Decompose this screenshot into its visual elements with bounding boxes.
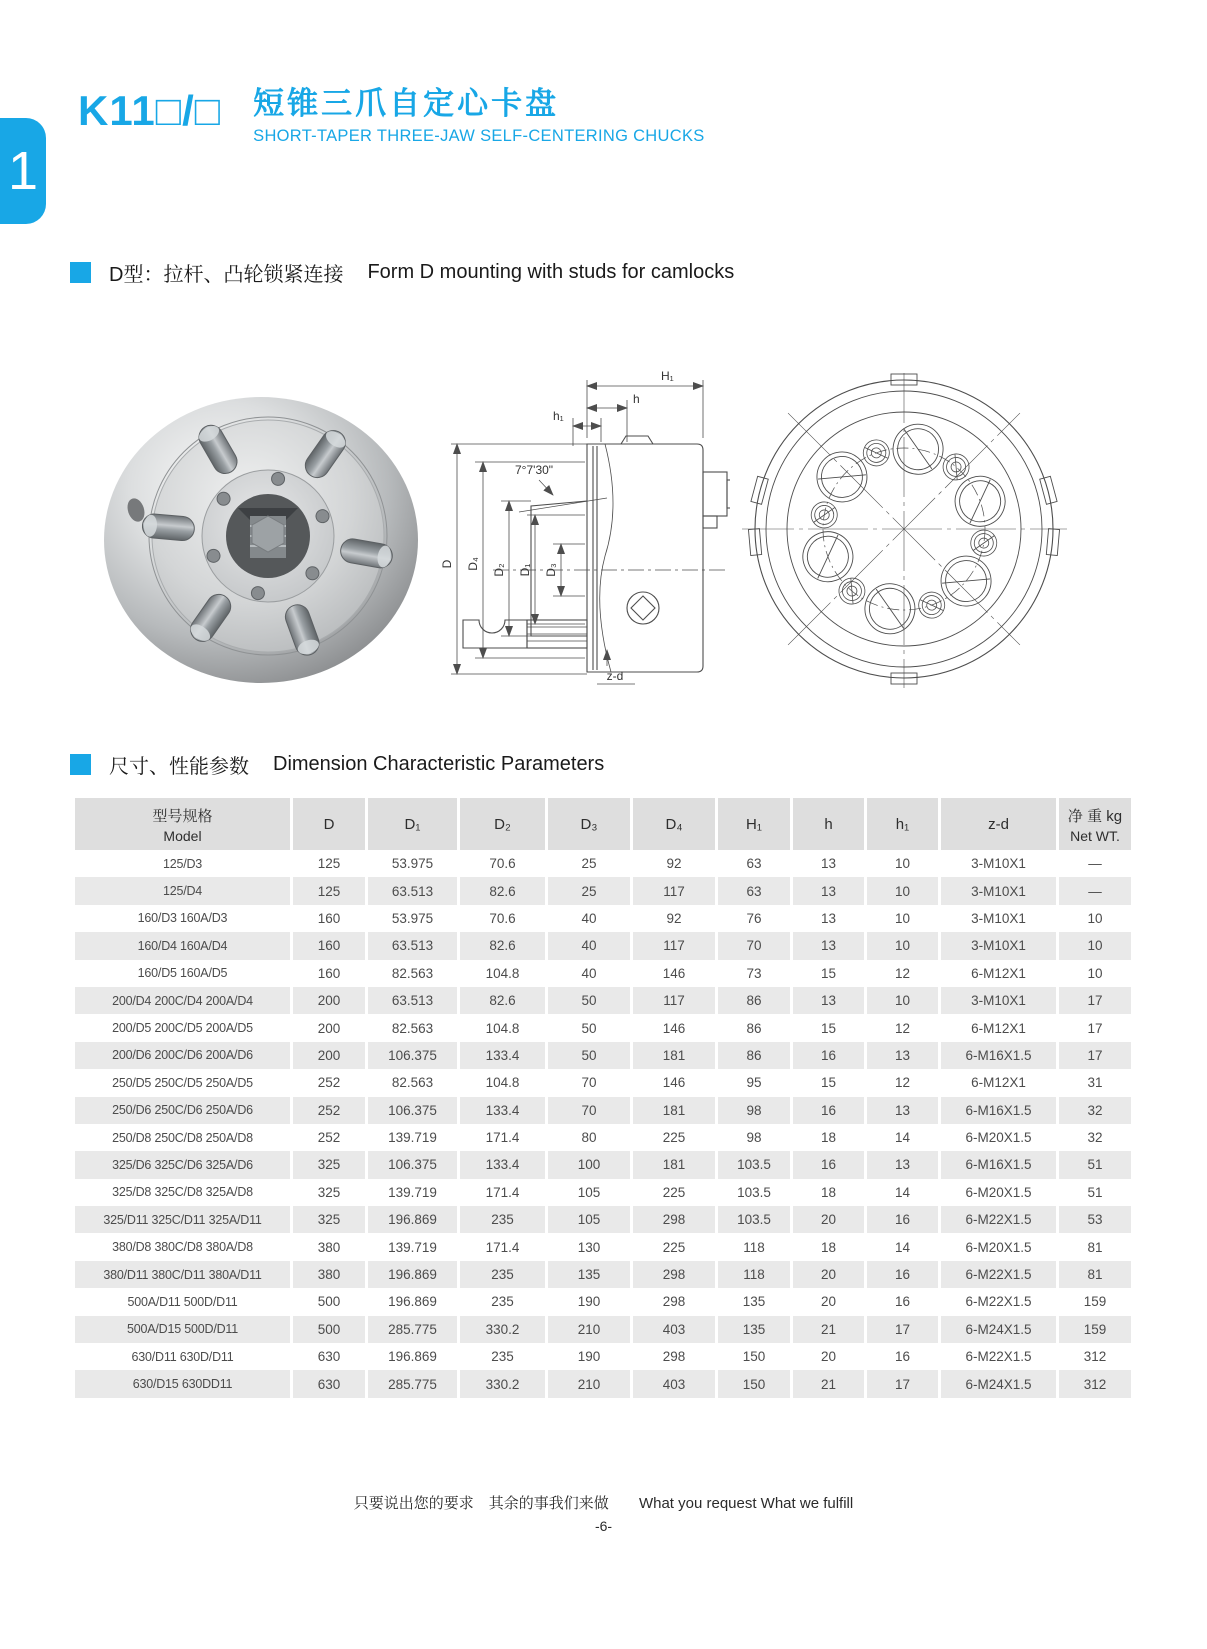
- value-cell: 235: [457, 1288, 545, 1315]
- value-cell: 18: [790, 1124, 864, 1151]
- value-cell: 133.4: [457, 1042, 545, 1069]
- table-row: [75, 1014, 1131, 1041]
- table-row: [75, 850, 1131, 877]
- table-row: [75, 1124, 1131, 1151]
- value-cell: 6-M20X1.5: [938, 1124, 1056, 1151]
- value-cell: 325: [290, 1206, 365, 1233]
- table-row: [75, 1069, 1131, 1096]
- value-cell: 13: [790, 877, 864, 904]
- value-cell: 160: [290, 905, 365, 932]
- model-cell: 500A/D15 500D/D11: [75, 1316, 290, 1343]
- model-cell: 380/D11 380C/D11 380A/D11: [75, 1261, 290, 1288]
- value-cell: 403: [630, 1370, 715, 1397]
- model-cell: 325/D8 325C/D8 325A/D8: [75, 1179, 290, 1206]
- section-bullet-icon: [70, 262, 91, 283]
- value-cell: 160: [290, 960, 365, 987]
- model-code: K11□/□: [78, 87, 222, 134]
- value-cell: 6-M12X1: [938, 1014, 1056, 1041]
- value-cell: 14: [864, 1233, 938, 1260]
- value-cell: 380: [290, 1233, 365, 1260]
- value-cell: 16: [864, 1206, 938, 1233]
- model-cell: 160/D5 160A/D5: [75, 960, 290, 987]
- value-cell: 10: [864, 877, 938, 904]
- value-cell: 225: [630, 1179, 715, 1206]
- value-cell: 6-M24X1.5: [938, 1370, 1056, 1397]
- section-form-d-label-en: Form D mounting with studs for camlocks: [367, 261, 735, 283]
- column-header-model: 型号规格 Model: [75, 798, 290, 850]
- value-cell: 117: [630, 877, 715, 904]
- value-cell: 130: [545, 1233, 630, 1260]
- value-cell: 225: [630, 1124, 715, 1151]
- value-cell: 14: [864, 1179, 938, 1206]
- page-header: [78, 88, 705, 146]
- value-cell: 63: [715, 877, 790, 904]
- value-cell: 403: [630, 1316, 715, 1343]
- dim-label-D4: D₄: [466, 557, 480, 571]
- value-cell: 630: [290, 1370, 365, 1397]
- value-cell: 16: [790, 1097, 864, 1124]
- value-cell: 139.719: [365, 1233, 457, 1260]
- value-cell: 86: [715, 987, 790, 1014]
- value-cell: 3-M10X1: [938, 877, 1056, 904]
- value-cell: 40: [545, 932, 630, 959]
- value-cell: 76: [715, 905, 790, 932]
- value-cell: 117: [630, 987, 715, 1014]
- value-cell: 325: [290, 1151, 365, 1178]
- page-title-cn: 短锥三爪自定心卡盘: [253, 86, 560, 121]
- value-cell: 500: [290, 1316, 365, 1343]
- value-cell: 225: [630, 1233, 715, 1260]
- model-cell: 250/D8 250C/D8 250A/D8: [75, 1124, 290, 1151]
- value-cell: 70: [545, 1097, 630, 1124]
- value-cell: 325: [290, 1179, 365, 1206]
- value-cell: 82.563: [365, 1069, 457, 1096]
- value-cell: 13: [790, 932, 864, 959]
- value-cell: 15: [790, 1014, 864, 1041]
- value-cell: 10: [864, 932, 938, 959]
- value-cell: 330.2: [457, 1316, 545, 1343]
- dim-label-h: h: [633, 392, 640, 406]
- value-cell: 133.4: [457, 1151, 545, 1178]
- value-cell: 10: [1056, 905, 1131, 932]
- page-title-en: SHORT-TAPER THREE-JAW SELF-CENTERING CHUCKS: [253, 126, 705, 145]
- value-cell: 105: [545, 1206, 630, 1233]
- value-cell: 135: [715, 1316, 790, 1343]
- value-cell: 3-M10X1: [938, 905, 1056, 932]
- dim-label-D2: D₂: [492, 563, 506, 577]
- value-cell: 53.975: [365, 905, 457, 932]
- value-cell: 6-M12X1: [938, 960, 1056, 987]
- value-cell: 15: [790, 960, 864, 987]
- value-cell: 50: [545, 1042, 630, 1069]
- value-cell: 105: [545, 1179, 630, 1206]
- footer-slogan-cn: 只要说出您的要求 其余的事我们来做: [353, 1495, 609, 1512]
- value-cell: 6-M16X1.5: [938, 1097, 1056, 1124]
- value-cell: 95: [715, 1069, 790, 1096]
- table-row: [75, 1370, 1131, 1397]
- value-cell: 104.8: [457, 960, 545, 987]
- table-row: [75, 1233, 1131, 1260]
- table-row: [75, 932, 1131, 959]
- value-cell: 82.563: [365, 1014, 457, 1041]
- value-cell: 210: [545, 1316, 630, 1343]
- value-cell: 40: [545, 905, 630, 932]
- value-cell: 80: [545, 1124, 630, 1151]
- value-cell: 181: [630, 1042, 715, 1069]
- column-header-h1: h₁: [864, 798, 938, 850]
- value-cell: 20: [790, 1343, 864, 1370]
- section-form-d-label-cn: D型：拉杆、凸轮锁紧连接: [109, 264, 344, 286]
- value-cell: 63.513: [365, 932, 457, 959]
- value-cell: 21: [790, 1316, 864, 1343]
- column-header-zd: z-d: [938, 798, 1056, 850]
- dim-label-D1: D₁: [518, 563, 532, 577]
- value-cell: 63.513: [365, 877, 457, 904]
- model-cell: 160/D4 160A/D4: [75, 932, 290, 959]
- value-cell: 13: [864, 1097, 938, 1124]
- value-cell: 12: [864, 960, 938, 987]
- value-cell: 196.869: [365, 1288, 457, 1315]
- value-cell: 98: [715, 1097, 790, 1124]
- table-row: [75, 1261, 1131, 1288]
- table-row: [75, 1316, 1131, 1343]
- value-cell: 13: [790, 850, 864, 877]
- value-cell: 103.5: [715, 1179, 790, 1206]
- value-cell: 235: [457, 1343, 545, 1370]
- value-cell: 196.869: [365, 1261, 457, 1288]
- value-cell: 13: [790, 987, 864, 1014]
- value-cell: 150: [715, 1370, 790, 1397]
- table-row: [75, 987, 1131, 1014]
- value-cell: —: [1056, 850, 1131, 877]
- model-cell: 325/D11 325C/D11 325A/D11: [75, 1206, 290, 1233]
- value-cell: 190: [545, 1343, 630, 1370]
- value-cell: 6-M22X1.5: [938, 1206, 1056, 1233]
- value-cell: 104.8: [457, 1014, 545, 1041]
- model-cell: 325/D6 325C/D6 325A/D6: [75, 1151, 290, 1178]
- dimension-table: [75, 798, 1131, 1398]
- dim-label-zd: z-d: [606, 669, 624, 683]
- value-cell: 82.6: [457, 987, 545, 1014]
- value-cell: 17: [864, 1316, 938, 1343]
- value-cell: 106.375: [365, 1042, 457, 1069]
- value-cell: 3-M10X1: [938, 850, 1056, 877]
- dimension-table-body: [75, 850, 1131, 1398]
- model-cell: 500A/D11 500D/D11: [75, 1288, 290, 1315]
- value-cell: 196.869: [365, 1206, 457, 1233]
- model-cell: 630/D15 630DD11: [75, 1370, 290, 1397]
- value-cell: 125: [290, 850, 365, 877]
- value-cell: 298: [630, 1261, 715, 1288]
- value-cell: 12: [864, 1069, 938, 1096]
- section-dimensions: [70, 750, 604, 779]
- dim-label-D3: D₃: [544, 563, 558, 577]
- table-header-row: [75, 798, 1131, 850]
- value-cell: 17: [1056, 1014, 1131, 1041]
- column-header-D2: D₂: [457, 798, 545, 850]
- rear-view-drawing: [742, 373, 1067, 693]
- value-cell: 330.2: [457, 1370, 545, 1397]
- value-cell: 10: [1056, 960, 1131, 987]
- value-cell: 190: [545, 1288, 630, 1315]
- value-cell: 150: [715, 1343, 790, 1370]
- value-cell: 86: [715, 1042, 790, 1069]
- value-cell: 235: [457, 1206, 545, 1233]
- value-cell: 98: [715, 1124, 790, 1151]
- value-cell: 160: [290, 932, 365, 959]
- table-row: [75, 960, 1131, 987]
- value-cell: 50: [545, 1014, 630, 1041]
- cross-section-drawing: [435, 352, 730, 697]
- value-cell: 92: [630, 850, 715, 877]
- footer-slogan: [0, 1492, 1207, 1513]
- model-cell: 200/D6 200C/D6 200A/D6: [75, 1042, 290, 1069]
- value-cell: 82.563: [365, 960, 457, 987]
- value-cell: 70.6: [457, 905, 545, 932]
- value-cell: 40: [545, 960, 630, 987]
- value-cell: 133.4: [457, 1097, 545, 1124]
- value-cell: 146: [630, 1069, 715, 1096]
- chapter-tab: [0, 118, 46, 224]
- model-cell: 125/D3: [75, 850, 290, 877]
- value-cell: 298: [630, 1206, 715, 1233]
- value-cell: 3-M10X1: [938, 932, 1056, 959]
- value-cell: 31: [1056, 1069, 1131, 1096]
- value-cell: 6-M22X1.5: [938, 1261, 1056, 1288]
- chapter-number: 1: [7, 141, 39, 201]
- value-cell: 500: [290, 1288, 365, 1315]
- value-cell: 3-M10X1: [938, 987, 1056, 1014]
- model-cell: 630/D11 630D/D11: [75, 1343, 290, 1370]
- model-cell: 250/D6 250C/D6 250A/D6: [75, 1097, 290, 1124]
- value-cell: 16: [864, 1261, 938, 1288]
- table-row: [75, 877, 1131, 904]
- section-form-d: [70, 258, 734, 287]
- value-cell: 196.869: [365, 1343, 457, 1370]
- value-cell: 6-M20X1.5: [938, 1179, 1056, 1206]
- value-cell: 16: [790, 1151, 864, 1178]
- value-cell: 16: [790, 1042, 864, 1069]
- value-cell: 103.5: [715, 1151, 790, 1178]
- table-row: [75, 1151, 1131, 1178]
- value-cell: 285.775: [365, 1316, 457, 1343]
- column-header-D: D: [290, 798, 365, 850]
- value-cell: 81: [1056, 1261, 1131, 1288]
- value-cell: 103.5: [715, 1206, 790, 1233]
- value-cell: 298: [630, 1288, 715, 1315]
- column-header-D4: D₄: [630, 798, 715, 850]
- table-row: [75, 1206, 1131, 1233]
- footer-slogan-en: What you request What we fulfill: [638, 1495, 854, 1512]
- page-number: -6-: [594, 1518, 613, 1534]
- value-cell: 159: [1056, 1288, 1131, 1315]
- section-bullet-icon: [70, 754, 91, 775]
- value-cell: 181: [630, 1097, 715, 1124]
- value-cell: 10: [864, 850, 938, 877]
- value-cell: 380: [290, 1261, 365, 1288]
- value-cell: 118: [715, 1233, 790, 1260]
- value-cell: 53.975: [365, 850, 457, 877]
- title-block: [253, 88, 704, 146]
- value-cell: 285.775: [365, 1370, 457, 1397]
- value-cell: 50: [545, 987, 630, 1014]
- value-cell: 171.4: [457, 1124, 545, 1151]
- value-cell: 252: [290, 1124, 365, 1151]
- value-cell: 312: [1056, 1343, 1131, 1370]
- value-cell: 10: [864, 987, 938, 1014]
- value-cell: 6-M16X1.5: [938, 1042, 1056, 1069]
- value-cell: 252: [290, 1097, 365, 1124]
- section-dimensions-label-cn: 尺寸、性能参数: [109, 756, 249, 778]
- value-cell: 6-M22X1.5: [938, 1343, 1056, 1370]
- value-cell: 298: [630, 1343, 715, 1370]
- value-cell: 171.4: [457, 1179, 545, 1206]
- value-cell: 106.375: [365, 1097, 457, 1124]
- value-cell: 63.513: [365, 987, 457, 1014]
- value-cell: 32: [1056, 1097, 1131, 1124]
- value-cell: 235: [457, 1261, 545, 1288]
- value-cell: 32: [1056, 1124, 1131, 1151]
- value-cell: 146: [630, 960, 715, 987]
- value-cell: 51: [1056, 1179, 1131, 1206]
- value-cell: 63: [715, 850, 790, 877]
- model-cell: 200/D5 200C/D5 200A/D5: [75, 1014, 290, 1041]
- value-cell: 6-M22X1.5: [938, 1288, 1056, 1315]
- value-cell: 117: [630, 932, 715, 959]
- chuck-photo: [98, 388, 428, 693]
- value-cell: 13: [790, 905, 864, 932]
- value-cell: 6-M20X1.5: [938, 1233, 1056, 1260]
- value-cell: 25: [545, 877, 630, 904]
- value-cell: 139.719: [365, 1124, 457, 1151]
- value-cell: 171.4: [457, 1233, 545, 1260]
- value-cell: 17: [1056, 1042, 1131, 1069]
- model-cell: 160/D3 160A/D3: [75, 905, 290, 932]
- value-cell: 104.8: [457, 1069, 545, 1096]
- value-cell: 92: [630, 905, 715, 932]
- value-cell: 146: [630, 1014, 715, 1041]
- value-cell: 118: [715, 1261, 790, 1288]
- value-cell: 17: [864, 1370, 938, 1397]
- value-cell: 6-M16X1.5: [938, 1151, 1056, 1178]
- value-cell: 106.375: [365, 1151, 457, 1178]
- value-cell: 100: [545, 1151, 630, 1178]
- model-cell: 200/D4 200C/D4 200A/D4: [75, 987, 290, 1014]
- value-cell: 18: [790, 1233, 864, 1260]
- model-cell: 380/D8 380C/D8 380A/D8: [75, 1233, 290, 1260]
- value-cell: 16: [864, 1288, 938, 1315]
- value-cell: 20: [790, 1261, 864, 1288]
- value-cell: 139.719: [365, 1179, 457, 1206]
- value-cell: 135: [545, 1261, 630, 1288]
- table-row: [75, 1343, 1131, 1370]
- table-row: [75, 905, 1131, 932]
- column-header-h: h: [790, 798, 864, 850]
- value-cell: 16: [864, 1343, 938, 1370]
- value-cell: 82.6: [457, 877, 545, 904]
- table-row: [75, 1288, 1131, 1315]
- dim-label-h1: h₁: [553, 409, 564, 423]
- column-header-H1: H₁: [715, 798, 790, 850]
- value-cell: 12: [864, 1014, 938, 1041]
- value-cell: 252: [290, 1069, 365, 1096]
- value-cell: —: [1056, 877, 1131, 904]
- value-cell: 18: [790, 1179, 864, 1206]
- value-cell: 73: [715, 960, 790, 987]
- table-row: [75, 1097, 1131, 1124]
- value-cell: 6-M12X1: [938, 1069, 1056, 1096]
- value-cell: 135: [715, 1288, 790, 1315]
- value-cell: 70: [715, 932, 790, 959]
- value-cell: 13: [864, 1151, 938, 1178]
- section-dimensions-label-en: Dimension Characteristic Parameters: [273, 753, 605, 775]
- value-cell: 210: [545, 1370, 630, 1397]
- value-cell: 630: [290, 1343, 365, 1370]
- value-cell: 70: [545, 1069, 630, 1096]
- value-cell: 53: [1056, 1206, 1131, 1233]
- dim-label-H1: H₁: [661, 369, 674, 383]
- table-row: [75, 1179, 1131, 1206]
- value-cell: 6-M24X1.5: [938, 1316, 1056, 1343]
- value-cell: 21: [790, 1370, 864, 1397]
- column-header-D3: D₃: [545, 798, 630, 850]
- value-cell: 200: [290, 1014, 365, 1041]
- value-cell: 86: [715, 1014, 790, 1041]
- dim-label-angle: 7°7'30": [515, 463, 554, 477]
- value-cell: 81: [1056, 1233, 1131, 1260]
- dim-label-D: D: [440, 559, 454, 569]
- value-cell: 17: [1056, 987, 1131, 1014]
- value-cell: 312: [1056, 1370, 1131, 1397]
- value-cell: 70.6: [457, 850, 545, 877]
- value-cell: 200: [290, 987, 365, 1014]
- value-cell: 15: [790, 1069, 864, 1096]
- value-cell: 13: [864, 1042, 938, 1069]
- model-cell: 125/D4: [75, 877, 290, 904]
- value-cell: 10: [864, 905, 938, 932]
- column-header-D1: D₁: [365, 798, 457, 850]
- value-cell: 20: [790, 1206, 864, 1233]
- value-cell: 82.6: [457, 932, 545, 959]
- value-cell: 159: [1056, 1316, 1131, 1343]
- value-cell: 10: [1056, 932, 1131, 959]
- value-cell: 14: [864, 1124, 938, 1151]
- table-row: [75, 1042, 1131, 1069]
- column-header-net-wt: 净 重 kg Net WT.: [1056, 798, 1131, 850]
- value-cell: 200: [290, 1042, 365, 1069]
- value-cell: 125: [290, 877, 365, 904]
- model-cell: 250/D5 250C/D5 250A/D5: [75, 1069, 290, 1096]
- value-cell: 20: [790, 1288, 864, 1315]
- value-cell: 25: [545, 850, 630, 877]
- value-cell: 51: [1056, 1151, 1131, 1178]
- value-cell: 181: [630, 1151, 715, 1178]
